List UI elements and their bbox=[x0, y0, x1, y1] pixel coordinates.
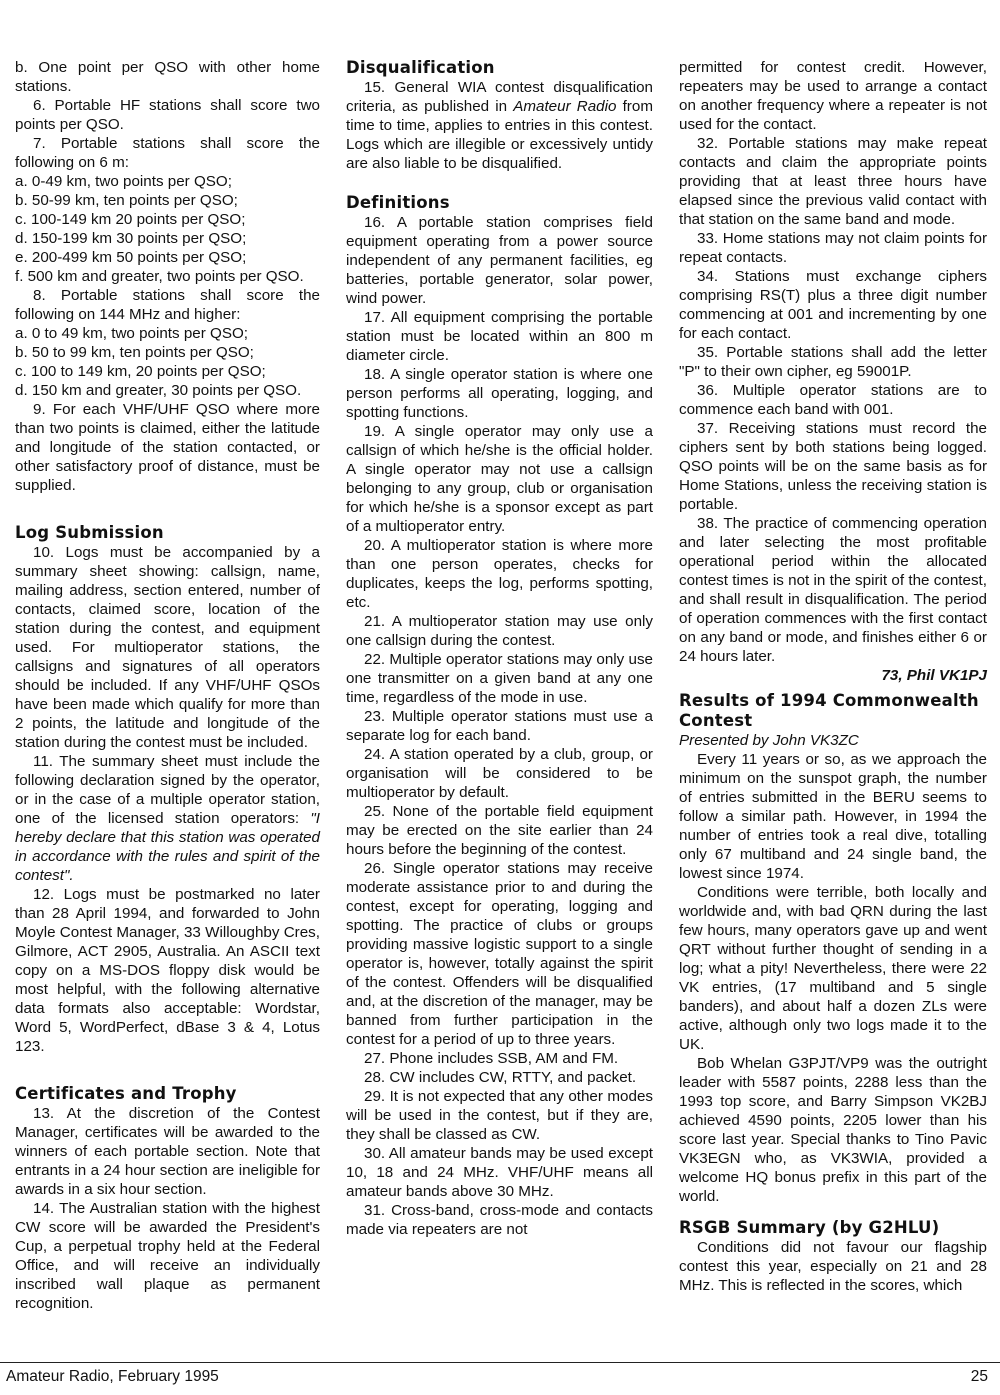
section-heading-certificates: Certificates and Trophy bbox=[15, 1084, 237, 1103]
paragraph: permitted for contest credit. However, repeaters may be used to arrange a contact on another frequency where a repeater is not used for the contact. bbox=[679, 59, 987, 133]
publication-footer: Amateur Radio, February 1995 bbox=[6, 1368, 219, 1385]
paragraph: 23. Multiple operator stations must use a separate log for each band. bbox=[346, 708, 653, 744]
paragraph: 20. A multioperator station is where more than one person operates, checks for duplicates, keeps the log, performs spotting, etc. bbox=[346, 537, 653, 611]
declaration-quote: "I hereby declare that this station was operated in accordance with the rules and spirit of the contest". bbox=[15, 810, 320, 884]
section-heading-results: Results of 1994 Commonwealth Contest bbox=[679, 691, 979, 730]
paragraph: 18. A single operator station is where one person performs all operating, logging, and spotting functions. bbox=[346, 366, 653, 421]
paragraph: 28. CW includes CW, RTTY, and packet. bbox=[364, 1069, 637, 1086]
paragraph: 27. Phone includes SSB, AM and FM. bbox=[364, 1050, 619, 1067]
list-item: d. 150 km and greater, 30 points per QSO. bbox=[15, 382, 302, 399]
list-item: d. 150-199 km 30 points per QSO; bbox=[15, 230, 247, 247]
section-heading-log-submission: Log Submission bbox=[15, 523, 164, 542]
paragraph: 10. Logs must be accompanied by a summary sheet showing: callsign, name, mailing address, section entered, number of contacts, claimed score, location of the station during the contest, and equipment used. For multioperator stations, the callsigns and signatures of all operators should be included. If any VHF/UHF QSOs have been made which qualify for more than 2 points, the latitude and longitude of the station during the contest must be included. bbox=[15, 544, 320, 751]
paragraph: 30. All amateur bands may be used except 10, 18 and 24 MHz. VHF/UHF means all amateur bands above 30 MHz. bbox=[346, 1145, 653, 1200]
paragraph-text: 11. The summary sheet must include the following declaration signed by the operator, or in the case of a multiple operator station, one of the licensed station operators: bbox=[15, 753, 320, 827]
list-item: c. 100 to 149 km, 20 points per QSO; bbox=[15, 363, 266, 380]
paragraph: 19. A single operator may only use a callsign of which he/she is the official holder. A single operator may not use a callsign belonging to any group, club or organisation for which he/she is a sponsor except as part of a multioperator entry. bbox=[346, 423, 653, 535]
page-number: 25 bbox=[970, 1368, 988, 1385]
paragraph: 6. Portable HF stations shall score two points per QSO. bbox=[15, 97, 320, 133]
paragraph bbox=[346, 78, 653, 173]
paragraph: 38. The practice of commencing operation and later selecting the most profitable operational period within the allocated contest times is not in the spirit of the contest, and shall result in disqualification. The period of operation commences with the first contact on any band or mode, and finishes either 6 or 24 hours later. bbox=[679, 515, 987, 665]
paragraph: 34. Stations must exchange ciphers comprising RS(T) plus a three digit number commencing at 001 and incrementing by one for each contact. bbox=[679, 268, 987, 342]
list-item: a. 0-49 km, two points per QSO; bbox=[15, 173, 232, 190]
paragraph: 35. Portable stations shall add the letter "P" to their own cipher, eg 59001P. bbox=[679, 344, 987, 380]
section-heading-rsgb: RSGB Summary (by G2HLU) bbox=[679, 1218, 940, 1237]
paragraph: Bob Whelan G3PJT/VP9 was the outright leader with 5587 points, 2288 less than the 1993 top score, and Barry Simpson VK2BJ achieved 4590 points, 2205 lower than his score last year. Special thanks to Tino Pavic VK3EGN who, as VK3WIA, provided a welcome HQ bonus prefix in this part of the world. bbox=[679, 1055, 987, 1205]
paragraph-text: from time to time, applies to entries in this contest. Logs which are illegible or excessively untidy are also liable to be disqualified. bbox=[346, 98, 653, 172]
paragraph: 13. At the discretion of the Contest Manager, certificates will be awarded to the winners of each portable section. Note that entrants in a 24 hour section are ineligible for awards in a six hour section. bbox=[15, 1105, 320, 1198]
signature: 73, Phil VK1PJ bbox=[881, 667, 987, 684]
paragraph: 36. Multiple operator stations are to commence each band with 001. bbox=[679, 382, 987, 418]
paragraph: 26. Single operator stations may receive moderate assistance prior to and during the contest, except for operating, logging and spotting. The practice of clubs or groups providing massive logistic support to a single operator is, however, totally against the spirit of the contest. Offenders will be disqualified and, at the discretion of the manager, may be banned from further participation in the contest for a period of up to three years. bbox=[346, 860, 653, 1048]
publication-title: Amateur Radio bbox=[513, 98, 617, 115]
list-item: b. 50-99 km, ten points per QSO; bbox=[15, 192, 238, 209]
paragraph: 24. A station operated by a club, group, or organisation will be considered to be multioperator by default. bbox=[346, 746, 653, 801]
column-1 bbox=[15, 58, 320, 1313]
list-item: a. 0 to 49 km, two points per QSO; bbox=[15, 325, 248, 342]
list-item: e. 200-499 km 50 points per QSO; bbox=[15, 249, 247, 266]
paragraph: 17. All equipment comprising the portable station must be located within an 800 m diameter circle. bbox=[346, 309, 653, 364]
paragraph: 33. Home stations may not claim points for repeat contacts. bbox=[679, 230, 987, 266]
paragraph: 22. Multiple operator stations may only use one transmitter on a given band at any one time, regardless of the mode in use. bbox=[346, 651, 653, 706]
footer-rule bbox=[0, 1362, 1000, 1363]
list-item: f. 500 km and greater, two points per QSO. bbox=[15, 268, 304, 285]
paragraph: 7. Portable stations shall score the following on 6 m: bbox=[15, 135, 320, 171]
byline: Presented by John VK3ZC bbox=[679, 732, 859, 749]
paragraph: 12. Logs must be postmarked no later than 28 April 1994, and forwarded to John Moyle Contest Manager, 33 Willoughby Cres, Gilmore, ACT 2905, Australia. An ASCII text copy on a MS-DOS floppy disk would be most helpful, with the following alternative data formats also acceptable: Wordstar, Word 5, WordPerfect, dBase 3 & 4, Lotus 123. bbox=[15, 886, 320, 1055]
paragraph: 37. Receiving stations must record the ciphers sent by both stations being logged. QSO points will be on the same basis as for Home Stations, unless the receiving station is portable. bbox=[679, 420, 987, 513]
paragraph: 25. None of the portable field equipment may be erected on the site earlier than 24 hours before the beginning of the contest. bbox=[346, 803, 653, 858]
paragraph: 21. A multioperator station may use only one callsign during the contest. bbox=[346, 613, 653, 649]
paragraph-text: 15. General WIA contest disqualification criteria, as published in bbox=[346, 79, 653, 115]
column-3 bbox=[679, 58, 987, 1295]
column-2 bbox=[346, 58, 653, 1239]
paragraph: Conditions did not favour our flagship contest this year, especially on 21 and 28 MHz. This is reflected in the scores, which bbox=[679, 1239, 987, 1294]
paragraph: Every 11 years or so, as we approach the minimum on the sunspot graph, the number of entries submitted in the BERU seems to follow a similar path. However, in 1994 the number of entries took a real dive, totalling only 67 multiband and 24 single band, the lowest since 1974. bbox=[679, 751, 987, 882]
paragraph: b. One point per QSO with other home stations. bbox=[15, 59, 320, 95]
paragraph: 9. For each VHF/UHF QSO where more than two points is claimed, either the latitude and longitude of the station contacted, or other satisfactory proof of distance, must be supplied. bbox=[15, 401, 320, 494]
list-item: b. 50 to 99 km, ten points per QSO; bbox=[15, 344, 254, 361]
list-item: c. 100-149 km 20 points per QSO; bbox=[15, 211, 246, 228]
paragraph: 8. Portable stations shall score the following on 144 MHz and higher: bbox=[15, 287, 320, 323]
paragraph: 32. Portable stations may make repeat contacts and claim the appropriate points providing that at least three hours have elapsed since the previous valid contact with that station on the same band and mode. bbox=[679, 135, 987, 228]
section-heading-disqualification: Disqualification bbox=[346, 58, 495, 77]
paragraph bbox=[15, 752, 320, 885]
paragraph: Conditions were terrible, both locally and worldwide and, with bad QRN during the last few hours, many operators gave up and went QRT without further thought of sending in a log; what a pity! Nevertheless, there were 22 VK entries, (17 multiband and 5 single banders), and about half a dozen ZLs were active, although only two logs made it to the UK. bbox=[679, 884, 987, 1053]
paragraph: 31. Cross-band, cross-mode and contacts made via repeaters are not bbox=[346, 1202, 653, 1238]
section-heading-definitions: Definitions bbox=[346, 193, 450, 212]
paragraph: 14. The Australian station with the highest CW score will be awarded the President's Cup, a perpetual trophy held at the Federal Office, and will receive an individually inscribed wall plaque as permanent recognition. bbox=[15, 1200, 320, 1312]
paragraph: 29. It is not expected that any other modes will be used in the contest, but if they are, they shall be classed as CW. bbox=[346, 1088, 653, 1143]
paragraph: 16. A portable station comprises field equipment operating from a power source independent of any permanent facilities, eg batteries, portable generator, solar power, wind power. bbox=[346, 214, 653, 307]
